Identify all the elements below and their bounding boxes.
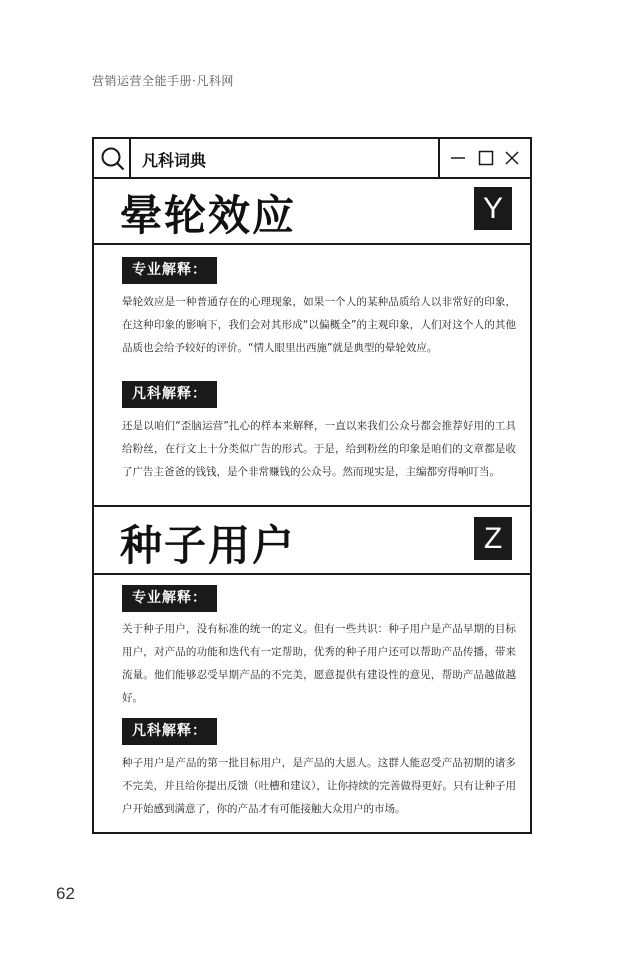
term-explanation-section [94, 245, 530, 507]
dictionary-window [92, 137, 532, 834]
minimize-icon[interactable] [450, 150, 466, 166]
term-title: 种子用户 [120, 521, 297, 570]
fanke-text: 还是以咱们“歪脑运营”扎心的样本来解释，一直以来我们公众号都会推荐好用的工具给粉丝，在行文上十分类似广告的形式。于是，给到粉丝的印象是咱们的文章都是收了广告主爸爸的钱钱，是个非常赚钱的公众号。然而现实是，主编都穷得响叮当。 [122, 420, 516, 478]
fanke-label: 凡科解释： [122, 381, 217, 408]
window-titlebar [94, 139, 530, 179]
page-number: 62 [56, 884, 75, 903]
professional-text: 晕轮效应是一种普通存在的心理现象，如果一个人的某种品质给人以非常好的印象，在这种印象的影响下，我们会对其形成“以偏概全”的主观印象，人们对这个人的其他品质也会给予较好的评价。“情人眼里出西施”就是典型的晕轮效应。 [122, 296, 516, 354]
professional-label: 专业解释： [122, 257, 217, 284]
term-header [94, 507, 530, 575]
term-explanation-section [94, 575, 530, 831]
page-header-title: 营销运营全能手册·凡科网 [92, 74, 234, 88]
search-button[interactable] [94, 139, 131, 177]
fanke-label: 凡科解释： [122, 718, 217, 745]
fanke-text: 种子用户是产品的第一批目标用户，是产品的大恩人。这群人能忍受产品初期的诸多不完美，并且给你提出反馈（吐槽和建议），让你持续的完善做得更好。只有让种子用户开始感到满意了，你的产品才有可能接触大众用户的市场。 [122, 757, 516, 815]
search-icon [100, 146, 126, 172]
index-letter-badge: Y [474, 187, 512, 230]
index-letter-badge: Z [474, 517, 512, 560]
window-title: 凡科词典 [142, 151, 207, 170]
term-title: 晕轮效应 [120, 191, 297, 240]
close-icon[interactable] [504, 150, 520, 166]
professional-text: 关于种子用户，没有标准的统一的定义。但有一些共识：种子用户是产品早期的目标用户，对产品的功能和迭代有一定帮助，优秀的种子用户还可以帮助产品传播，带来流量。他们能够忍受早期产品的不完美，愿意提供有建设性的意见，帮助产品越做越好。 [122, 623, 516, 704]
professional-label: 专业解释： [122, 585, 217, 612]
window-controls [438, 139, 530, 177]
term-header [94, 177, 530, 245]
maximize-icon[interactable] [478, 150, 494, 166]
